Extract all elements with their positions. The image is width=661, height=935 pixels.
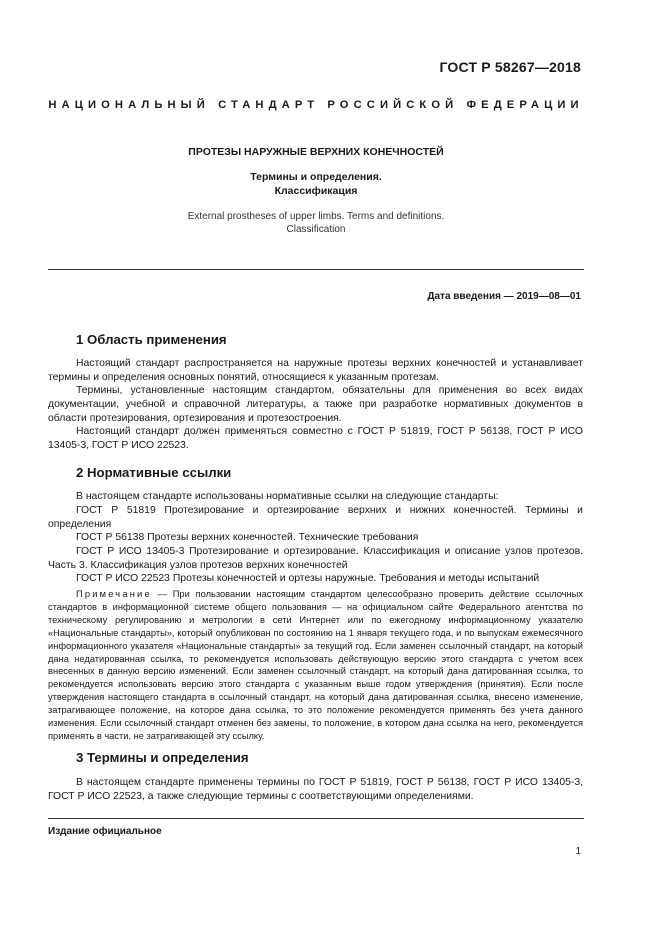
section-1-paragraph-3: Настоящий стандарт должен применяться совместно с ГОСТ Р 51819, ГОСТ Р 56138, ГОСТ Р ИСО 13405-3, ГОСТ Р ИСО 22523. [48, 426, 583, 451]
note-text: — При пользовании настоящим стандартом целесообразно проверить действие ссылочных стандартов в информационной системе общего пользования — на официальном сайте Федерального агентства по техническому регулированию и метрологии в сети Интернет или по ежегодному информационному указателю «Национальные стандарты», который опубликован по состоянию на 1 января текущего года, и по выпускам ежемесячного информационного указателя «Национальные стандарты» за текущий год. Если заменен ссылочный стандарт, на который дана недатированная ссылка, то рекомендуется использовать действующую версию этого стандарта с учетом всех внесенных в данную версию изменений. Если заменен ссылочный стандарт, на который дана датированная ссылка, то рекомендуется использовать версию этого стандарта с указанным выше годом утверждения (принятия). Если после утверждения настоящего стандарта в ссылочный стандарт, на который дана датированная ссылка, внесено изменение, затрагивающее положение, на которое дана ссылка, то это положение рекомендуется применять без учета данного изменения. Если ссылочный стандарт отменен без замены, то положение, в котором дана ссылка на него, рекомендуется применять в части, не затрагивающей эту ссылку. [48, 589, 583, 741]
reference-item: ГОСТ Р ИСО 22523 Протезы конечностей и ортезы наружные. Требования и методы испытаний [76, 573, 540, 584]
header-divider [48, 269, 584, 270]
section-3-paragraph: В настоящем стандарте применены термины по ГОСТ Р 51819, ГОСТ Р 56138, ГОСТ Р ИСО 13405-3, ГОСТ Р ИСО 22523, а также следующие термины с соответствующими определениями. [48, 777, 583, 802]
national-standard-banner: НАЦИОНАЛЬНЫЙ СТАНДАРТ РОССИЙСКОЙ ФЕДЕРАЦИИ [48, 99, 584, 111]
footer-divider [48, 818, 584, 819]
section-1-paragraph-2: Термины, установленные настоящим стандартом, обязательны для применения во всех видах документации, учебной и справочной литературы, а также при разработке нормативных документов в области протезирования, ортезирования и протезостроения. [48, 385, 583, 424]
page-number: 1 [575, 846, 581, 857]
official-edition-label: Издание официальное [48, 826, 162, 837]
section-2-heading: 2 Нормативные ссылки [76, 465, 232, 480]
section-3-heading: 3 Термины и определения [76, 750, 249, 765]
document-title: ПРОТЕЗЫ НАРУЖНЫЕ ВЕРХНИХ КОНЕЧНОСТЕЙ [188, 146, 444, 158]
english-title-line1: External prostheses of upper limbs. Terms and definitions. [187, 211, 445, 222]
section-2-intro: В настоящем стандарте использованы нормативные ссылки на следующие стандарты: [76, 491, 499, 502]
reference-item: ГОСТ Р ИСО 13405-3 Протезирование и ортезирование. Классификация и описание узлов протезов. Часть 3. Классификация узлов протезов верхних конечностей [48, 546, 583, 571]
document-subtitle-line2: Классификация [274, 185, 358, 197]
reference-item: ГОСТ Р 51819 Протезирование и ортезирование верхних и нижних конечностей. Термины и определения [48, 505, 583, 530]
normative-note [48, 588, 583, 743]
reference-item: ГОСТ Р 56138 Протезы верхних конечностей. Технические требования [76, 532, 419, 543]
date-of-introduction: Дата введения — 2019—08—01 [427, 291, 581, 302]
section-1-heading: 1 Область применения [76, 332, 227, 347]
standard-number: ГОСТ Р 58267—2018 [439, 59, 581, 75]
section-1-paragraph-1: Настоящий стандарт распространяется на наружные протезы верхних конечностей и устанавливает термины и определения основных понятий, относящиеся к указанным протезам. [48, 358, 583, 383]
english-title-line2: Classification [286, 224, 346, 235]
note-label: Примечание [76, 589, 152, 599]
document-subtitle-line1: Термины и определения. [250, 171, 382, 183]
